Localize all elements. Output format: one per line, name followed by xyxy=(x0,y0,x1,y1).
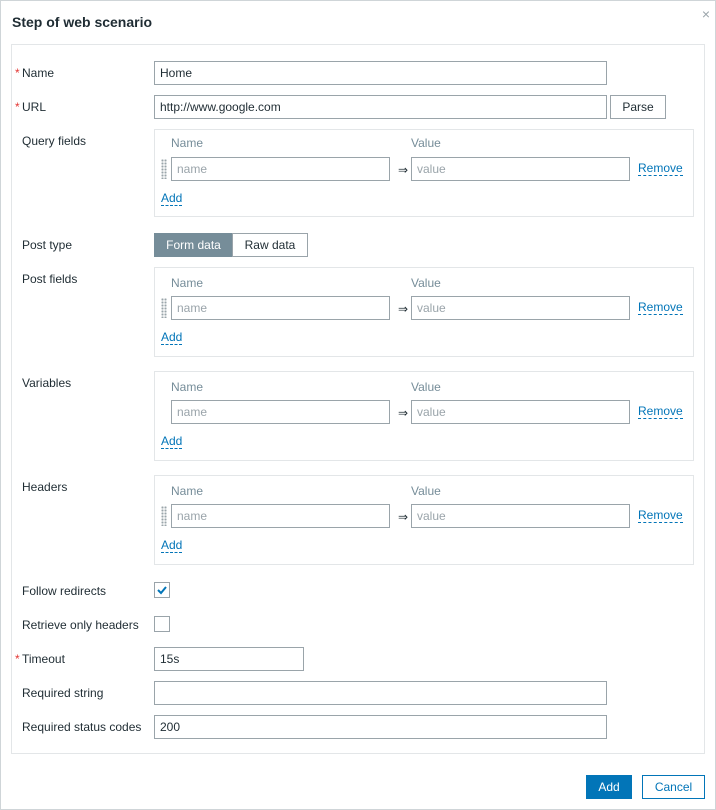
header-add-link[interactable]: Add xyxy=(161,538,183,552)
name-column-header: Name xyxy=(171,380,204,394)
required-string-label: Required string xyxy=(22,686,104,700)
post-fields-table xyxy=(154,267,694,357)
variable-name-input[interactable] xyxy=(171,400,390,424)
required-marker: * xyxy=(15,100,20,114)
headers-table xyxy=(154,475,694,565)
query-fields-table xyxy=(154,129,694,217)
name-column-header: Name xyxy=(171,484,204,498)
name-column-header: Name xyxy=(171,136,204,150)
post-type-form-data[interactable]: Form data xyxy=(154,233,233,257)
header-name-input[interactable] xyxy=(171,504,390,528)
header-remove-link[interactable]: Remove xyxy=(638,508,683,522)
add-button[interactable]: Add xyxy=(586,775,632,799)
post-value-input[interactable] xyxy=(411,296,630,320)
headers-label: Headers xyxy=(22,480,68,494)
name-label: Name xyxy=(22,66,55,80)
post-type-raw-data[interactable]: Raw data xyxy=(232,233,308,257)
post-add-link[interactable]: Add xyxy=(161,330,183,344)
follow-redirects-label: Follow redirects xyxy=(22,584,107,598)
variables-label: Variables xyxy=(22,376,72,390)
value-column-header: Value xyxy=(411,276,441,290)
parse-button[interactable]: Parse xyxy=(610,95,666,119)
post-type-label: Post type xyxy=(22,238,73,252)
query-value-input[interactable] xyxy=(411,157,630,181)
arrow-icon: ⇒ xyxy=(398,302,409,316)
query-name-input[interactable] xyxy=(171,157,390,181)
variable-value-input[interactable] xyxy=(411,400,630,424)
follow-redirects-checkbox[interactable] xyxy=(154,582,170,598)
timeout-label: Timeout xyxy=(22,652,65,666)
variable-add-link[interactable]: Add xyxy=(161,434,183,448)
timeout-input[interactable] xyxy=(154,647,304,671)
variables-table xyxy=(154,371,694,461)
value-column-header: Value xyxy=(411,484,441,498)
arrow-icon: ⇒ xyxy=(398,406,409,420)
url-input[interactable] xyxy=(154,95,607,119)
required-marker: * xyxy=(15,66,20,80)
required-marker: * xyxy=(15,652,20,666)
drag-handle-icon[interactable] xyxy=(161,506,167,526)
arrow-icon: ⇒ xyxy=(398,510,409,524)
value-column-header: Value xyxy=(411,136,441,150)
url-label: URL xyxy=(22,100,47,114)
name-input[interactable] xyxy=(154,61,607,85)
drag-handle-icon[interactable] xyxy=(161,159,167,179)
query-fields-label: Query fields xyxy=(22,134,87,148)
retrieve-only-headers-label: Retrieve only headers xyxy=(22,618,139,632)
dialog-title: Step of web scenario xyxy=(12,14,153,30)
arrow-icon: ⇒ xyxy=(398,163,409,177)
variable-remove-link[interactable]: Remove xyxy=(638,404,683,418)
name-column-header: Name xyxy=(171,276,204,290)
required-status-codes-input[interactable] xyxy=(154,715,607,739)
post-fields-label: Post fields xyxy=(22,272,78,286)
query-remove-link[interactable]: Remove xyxy=(638,161,683,175)
cancel-button[interactable]: Cancel xyxy=(642,775,705,799)
close-icon[interactable]: × xyxy=(701,6,711,22)
query-add-link[interactable]: Add xyxy=(161,191,183,205)
drag-handle-icon[interactable] xyxy=(161,298,167,318)
post-name-input[interactable] xyxy=(171,296,390,320)
post-remove-link[interactable]: Remove xyxy=(638,300,683,314)
checkmark-icon xyxy=(155,583,169,597)
value-column-header: Value xyxy=(411,380,441,394)
required-string-input[interactable] xyxy=(154,681,607,705)
retrieve-only-headers-checkbox[interactable] xyxy=(154,616,170,632)
required-status-codes-label: Required status codes xyxy=(22,720,142,734)
header-value-input[interactable] xyxy=(411,504,630,528)
